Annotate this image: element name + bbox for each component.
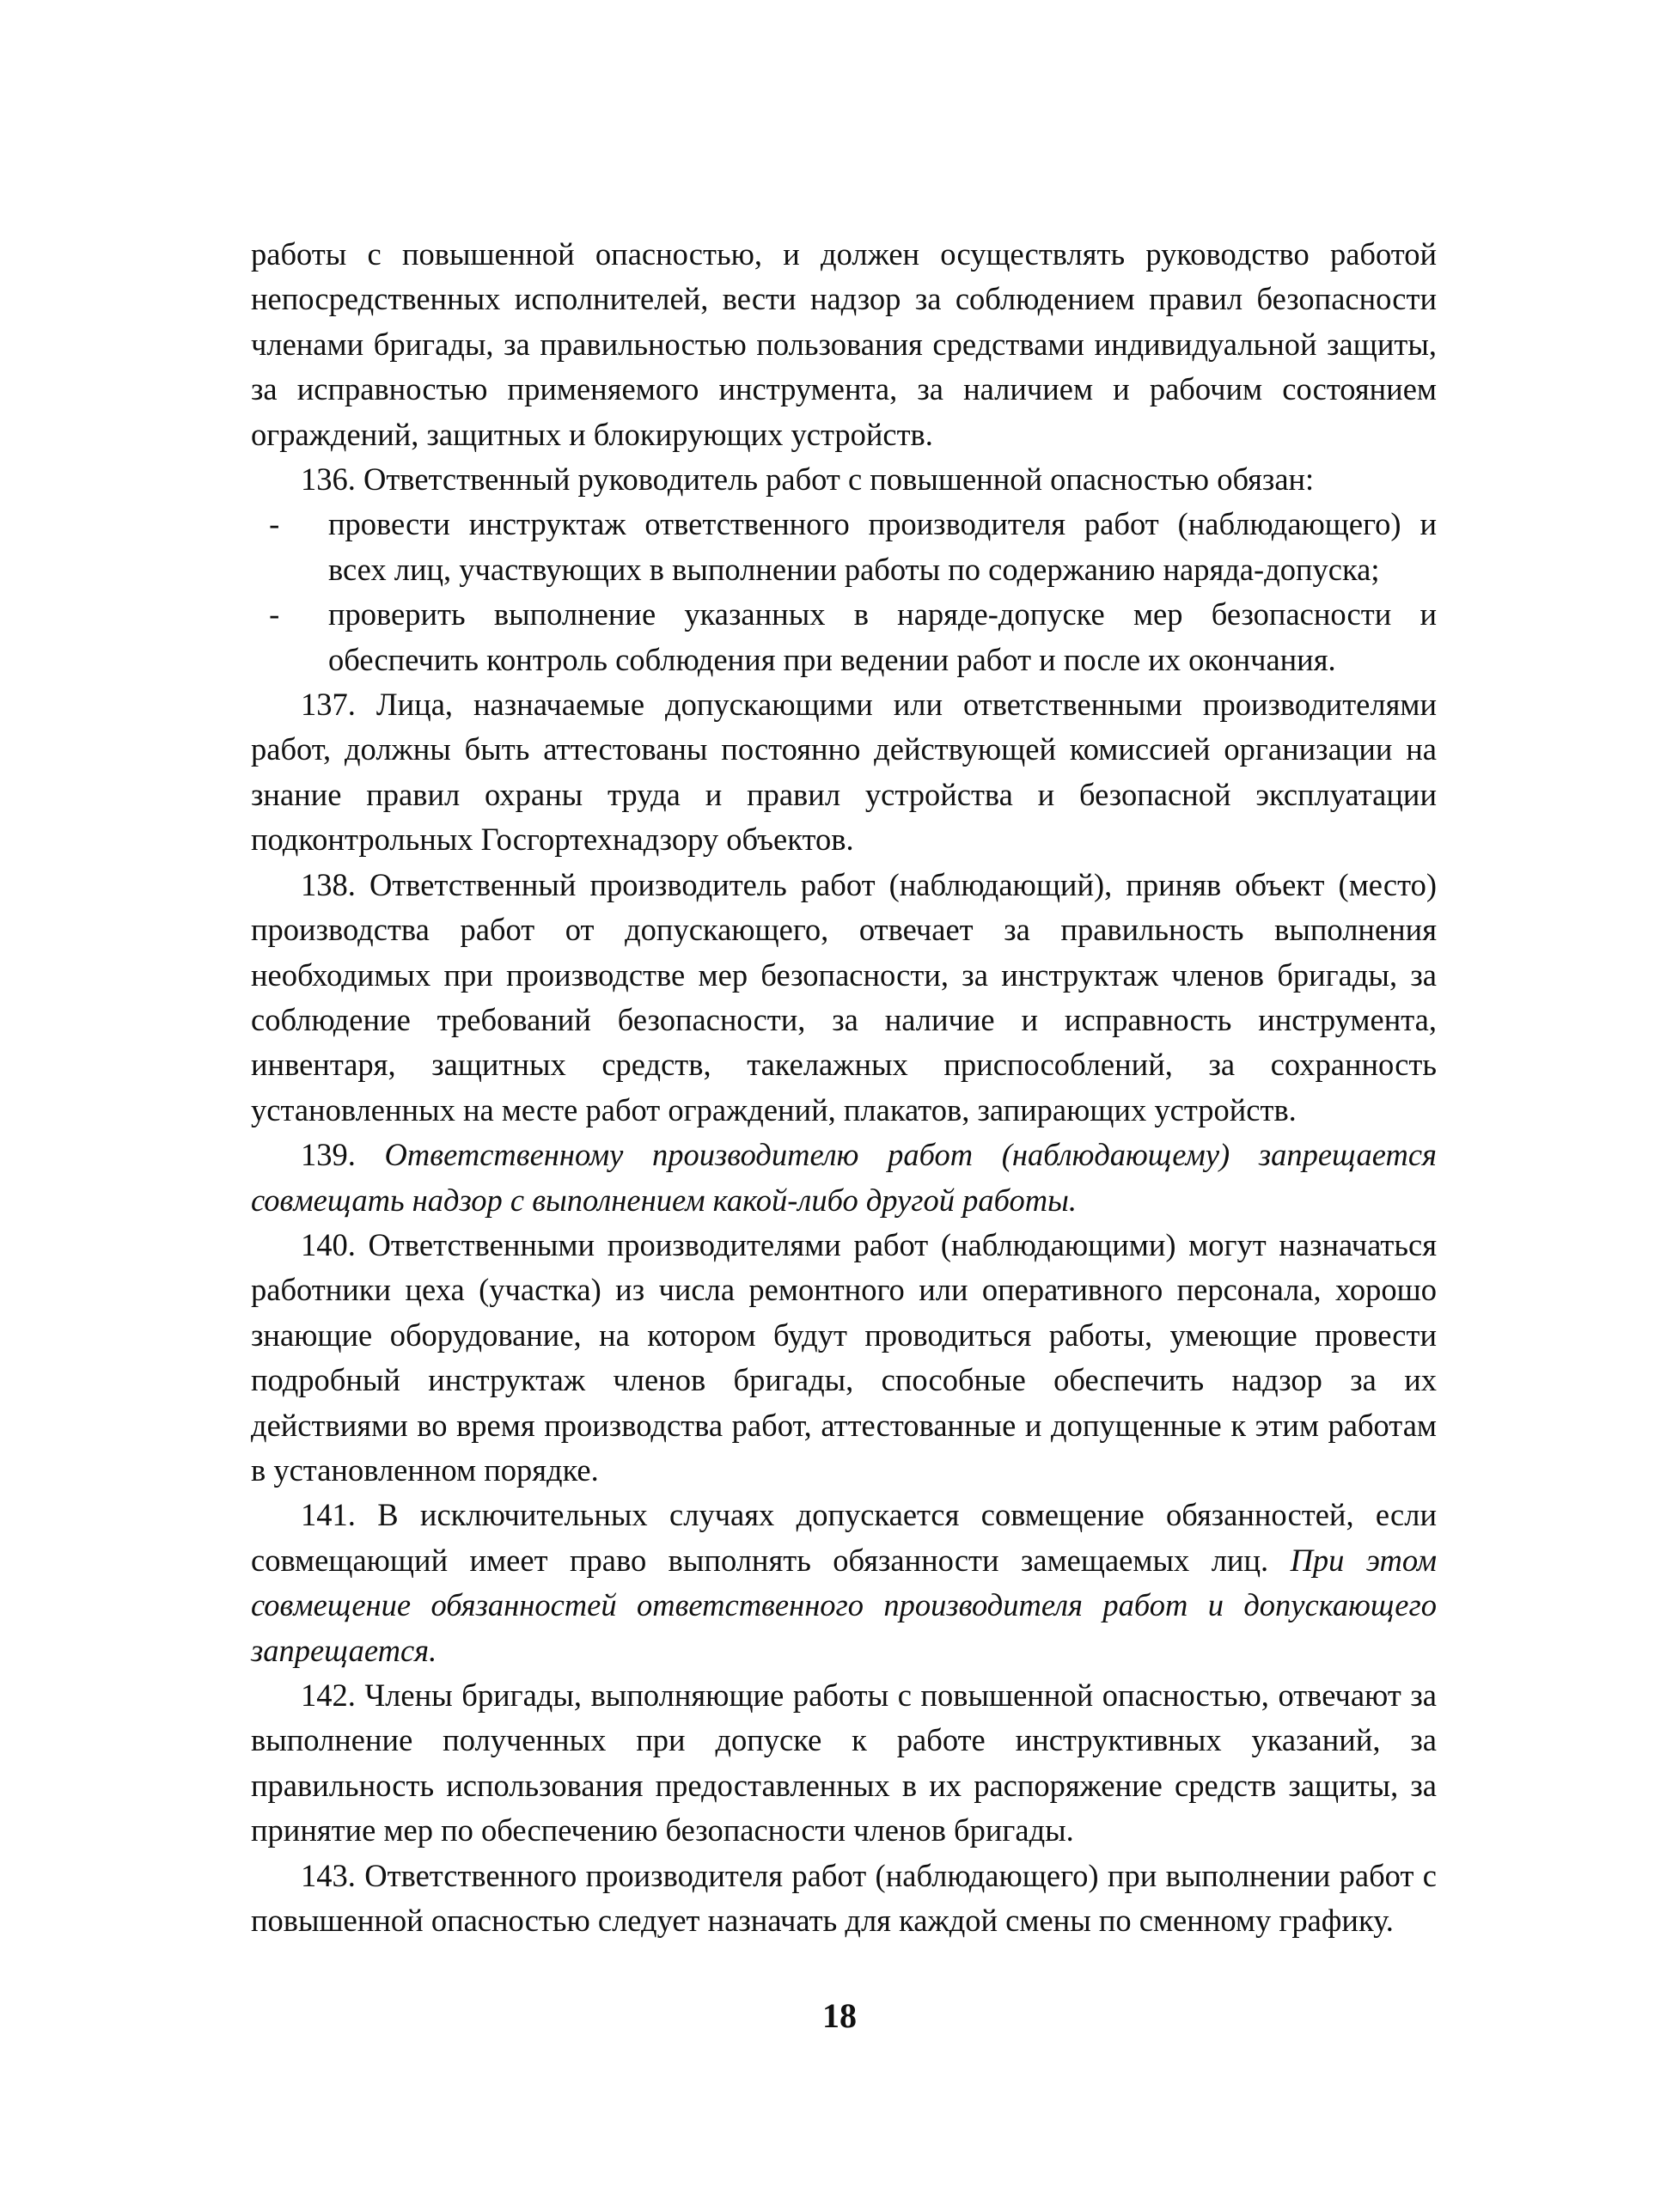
paragraph-141-italic-text: При этом совмещение обязанностей ответственного производителя работ и допускающего запрещается. (251, 1542, 1438, 1668)
list-bullet: - (269, 596, 280, 632)
list-item-text: проверить выполнение указанных в наряде-допуске мер безопасности и обеспечить контроль соблюдения при ведении работ и после их окончания. (328, 596, 1437, 677)
document-page (251, 232, 1437, 1943)
paragraph-139-italic-text: Ответственному производителю работ (наблюдающему) запрещается совмещать надзор с выполнением какой-либо другой работы. (251, 1137, 1438, 1218)
paragraph-142: 142. Члены бригады, выполняющие работы с повышенной опасностью, отвечают за выполнение полученных при допуске к работе инструктивных указаний, за правильность использования предоставленных в их распоряжение средств защиты, за принятие мер по обеспечению безопасности членов бригады. (251, 1677, 1437, 1848)
paragraph-141-text: 141. В исключительных случаях допускается совмещение обязанностей, если совмещающий имеет право выполнять обязанности замещаемых лиц. (251, 1497, 1437, 1578)
paragraph-140: 140. Ответственными производителями работ (наблюдающими) могут назначаться работники цеха (участка) из числа ремонтного или оперативного персонала, хорошо знающие оборудование, на котором будут проводиться работы, умеющие провести подробный инструктаж членов бригады, способные обеспечить надзор за их действиями во время производства работ, аттестованные и допущенные к этим работам в установленном порядке. (251, 1226, 1437, 1488)
paragraph-141 (251, 1493, 1437, 1673)
paragraph-139 (251, 1133, 1437, 1223)
paragraph-136-list (251, 502, 1437, 682)
continuation-paragraph: работы с повышенной опасностью, и должен осуществлять руководство работой непосредственных исполнителей, вести надзор за соблюдением правил безопасности членами бригады, за правильностью пользования средствами индивидуальной защиты, за исправностью применяемого инструмента, за наличием и рабочим состоянием ограждений, защитных и блокирующих устройств. (251, 236, 1437, 452)
list-bullet: - (269, 506, 280, 542)
list-item-text: провести инструктаж ответственного производителя работ (наблюдающего) и всех лиц, участвующих в выполнении работы по содержанию наряда-допуска; (328, 506, 1437, 587)
paragraph-136: 136. Ответственный руководитель работ с повышенной опасностью обязан: (301, 461, 1315, 498)
list-item (251, 502, 1437, 592)
paragraph-number: 139. (301, 1137, 356, 1173)
paragraph-137: 137. Лица, назначаемые допускающими или ответственными производителями работ, должны быть аттестованы постоянно действующей комиссией организации на знание правил охраны труда и правил устройства и безопасной эксплуатации подконтрольных Госгортехнадзору объектов. (251, 687, 1437, 858)
page-number: 18 (822, 1996, 857, 2035)
paragraph-138: 138. Ответственный производитель работ (наблюдающий), приняв объект (место) производства работ от допускающего, отвечает за правильность выполнения необходимых при производстве мер безопасности, за инструктаж членов бригады, за соблюдение требований безопасности, за наличие и исправность инструмента, инвентаря, защитных средств, такелажных приспособлений, за сохранность установленных на месте работ ограждений, плакатов, запирающих устройств. (251, 866, 1437, 1127)
paragraph-143: 143. Ответственного производителя работ (наблюдающего) при выполнении работ с повышенной опасностью следует назначать для каждой смены по сменному графику. (251, 1857, 1437, 1939)
list-item (251, 592, 1437, 682)
